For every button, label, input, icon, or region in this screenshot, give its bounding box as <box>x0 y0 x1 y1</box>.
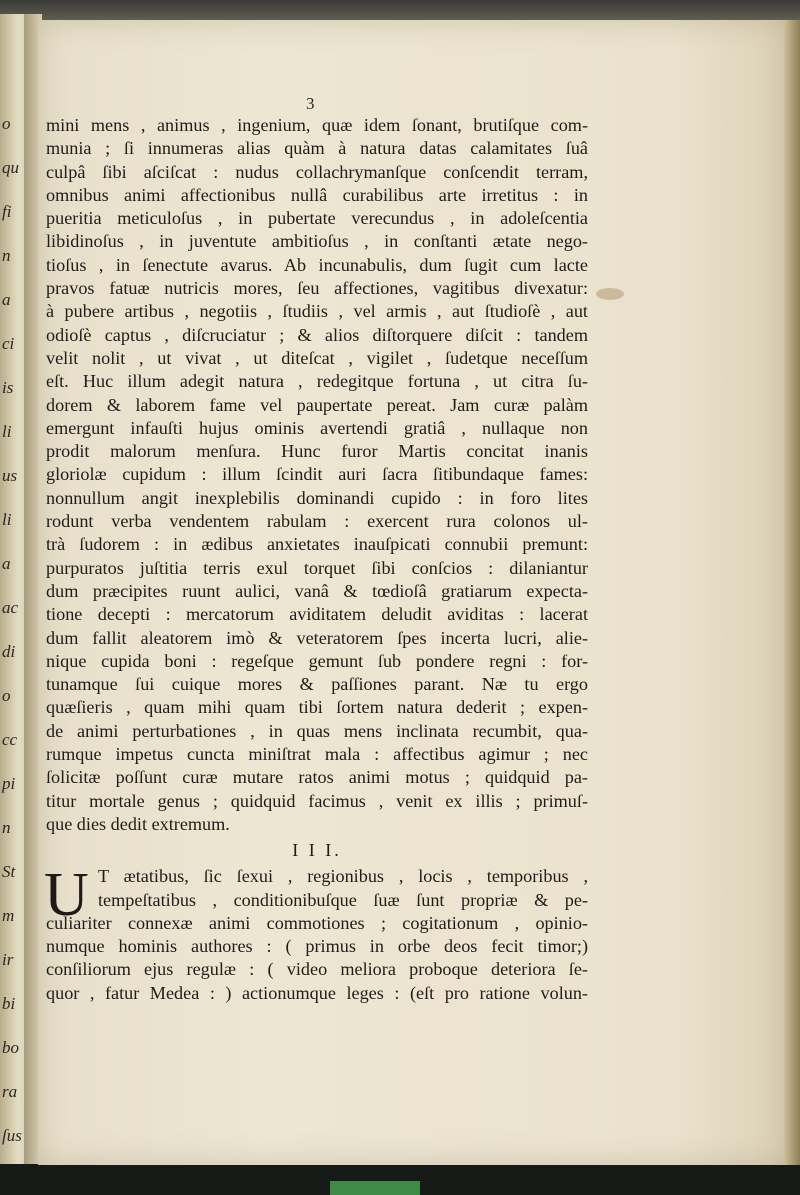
left-page-fragment: o <box>2 114 11 133</box>
drop-capital: U <box>44 861 89 930</box>
text-line: à pubere artibus , negotiis , ſtudiis , vel armis , aut ſtudioſè , aut <box>46 301 588 322</box>
text-line: culiariter connexæ animi commotiones ; cogitationum , opinio- <box>46 912 588 933</box>
text-line: gloriolæ cupidum : illum ſcindit auri ſacra ſitibundaque fames: <box>46 464 588 485</box>
text-line: nonnullum angit inexplebilis dominandi cupido : in foro lites <box>46 487 588 508</box>
text-line: de animi perturbationes , in quas mens inclinata recumbit, qua- <box>46 720 588 741</box>
text-line: numque hominis authores : ( primus in orbe deos fecit timor;) <box>46 936 588 957</box>
left-page-fragment: ra <box>2 1082 18 1101</box>
text-line: quæſieris , quam mihi quam tibi ſortem natura dederit ; expen- <box>46 697 588 718</box>
text-line: purpuratos juſtitia terris exul torquet ſibi conſcios : dilaniantur <box>46 557 588 578</box>
left-page-fragment: o <box>2 686 11 705</box>
left-page-fragment: m <box>2 906 15 925</box>
text-line: tempeſtatibus , conditionibuſque ſuæ ſunt propriæ & pe- <box>98 889 588 910</box>
text-line: nique cupida boni : regeſque gemunt ſub pondere regni : for- <box>46 650 588 671</box>
text-line: rodunt verba vendentem rabulam : exercent rura colonos ul- <box>46 511 588 532</box>
page-edge-right <box>784 20 800 1165</box>
left-page-fragment: di <box>2 642 16 661</box>
left-page-fragment: ci <box>2 334 15 353</box>
left-page-fragment: a <box>2 554 11 573</box>
text-line: emergunt infauſti hujus ominis avertendi gratiâ , nullaque non <box>46 417 588 438</box>
text-line: dum præcipites ruunt aulici, vanâ & tœdioſâ gratiarum expecta- <box>46 580 588 601</box>
text-line: ſolicitæ poſſunt curæ mutare ratos animi motus ; quidquid pa- <box>46 767 588 788</box>
left-page-fragment: li <box>2 422 12 441</box>
text-line: prodit malorum menſura. Hunc furor Martis concitat inanis <box>46 441 588 462</box>
left-page-fragment: ac <box>2 598 19 617</box>
text-line: dum fallit aleatorem imò & veteratorem ſpes incerta lucri, alie- <box>46 627 588 648</box>
left-page-fragment: bo <box>2 1038 19 1057</box>
page-number: 3 <box>306 94 315 113</box>
text-line: velit nolit , ut vivat , ut diteſcat , vigilet , ſudetque neceſſum <box>46 347 588 368</box>
left-page-fragment: n <box>2 818 11 837</box>
text-line: que dies dedit extremum. <box>46 813 230 834</box>
left-page-fragment: qu <box>2 158 19 177</box>
text-line: tunamque ſui cuique mores & paſſiones parant. Næ tu ergo <box>46 674 588 695</box>
text-line: T ætatibus, ſic ſexui , regionibus , locis , temporibus , <box>98 866 588 887</box>
left-page-fragment: n <box>2 246 11 265</box>
text-line: munia ; ſi innumeras alias quàm à natura datas calamitates ſuâ <box>46 138 588 159</box>
text-line: dorem & laborem fame vel paupertate pereat. Jam curæ palàm <box>46 394 588 415</box>
bottom-edge-band <box>0 1165 800 1195</box>
text-line: trà ſudorem : in ædibus anxietates inauſpicati connubii premunt: <box>46 534 588 555</box>
text-line: conſiliorum ejus regulæ : ( video meliora proboque deteriora ſe- <box>46 959 588 980</box>
left-page-fragment: us <box>2 466 18 485</box>
left-page-fragment: li <box>2 510 12 529</box>
text-line: libidinoſus , in juventute ambitioſus , in conſtanti ætate nego- <box>46 231 588 252</box>
left-page-fragment: ir <box>2 950 14 969</box>
text-line: eſt. Huc illum adegit natura , redegitque fortuna , ut citra ſu- <box>46 371 588 392</box>
left-page-fragment: pi <box>2 774 16 793</box>
text-line: tione decepti : mercatorum aviditatem deludit aviditas : lacerat <box>46 604 588 625</box>
text-line: omnibus animi affectionibus nullâ curabilibus arte irretitus : in <box>46 184 588 205</box>
left-page-fragment: bi <box>2 994 16 1013</box>
text-line: pueritia meticuloſus , in pubertate verecundus , in adoleſcentia <box>46 208 588 229</box>
body-text <box>46 114 588 1005</box>
left-page-fragment: fi <box>2 202 12 221</box>
paragraph-ii-end <box>46 114 588 836</box>
text-line: culpâ ſibi aſciſcat : nudus collachrymanſque conſcendit terram, <box>46 161 588 182</box>
text-line: titur mortale genus ; quidquid facimus , venit ex illis ; primuſ- <box>46 790 588 811</box>
text-line: rumque impetus cuncta miniſtrat mala : affectibus agimur ; nec <box>46 744 588 765</box>
paper-stain <box>596 288 624 300</box>
left-page-fragment: ſus <box>2 1126 22 1145</box>
left-page-fragment: St <box>2 862 16 881</box>
green-marker <box>330 1181 420 1195</box>
text-line: odioſè captus , diſcruciatur ; & alios diſtorquere diſcit : tandem <box>46 324 588 345</box>
left-page-fragment: is <box>2 378 14 397</box>
section-heading: I I I. <box>292 840 342 861</box>
text-line: mini mens , animus , ingenium, quæ idem ſonant, brutiſque com- <box>46 115 588 135</box>
paragraph-iii <box>44 861 588 1005</box>
text-line: quor , fatur Medea : ) actionumque leges : (eſt pro ratione volun- <box>46 982 588 1003</box>
left-page-fragment: cc <box>2 730 18 749</box>
text-line: pravos fatuæ nutricis mores, ſeu affectiones, vagitibus divexatur: <box>46 278 588 299</box>
left-page-fragment: a <box>2 290 11 309</box>
text-line: tioſus , in ſenectute avarus. Ab incunabulis, dum ſugit cum lacte <box>46 254 588 275</box>
